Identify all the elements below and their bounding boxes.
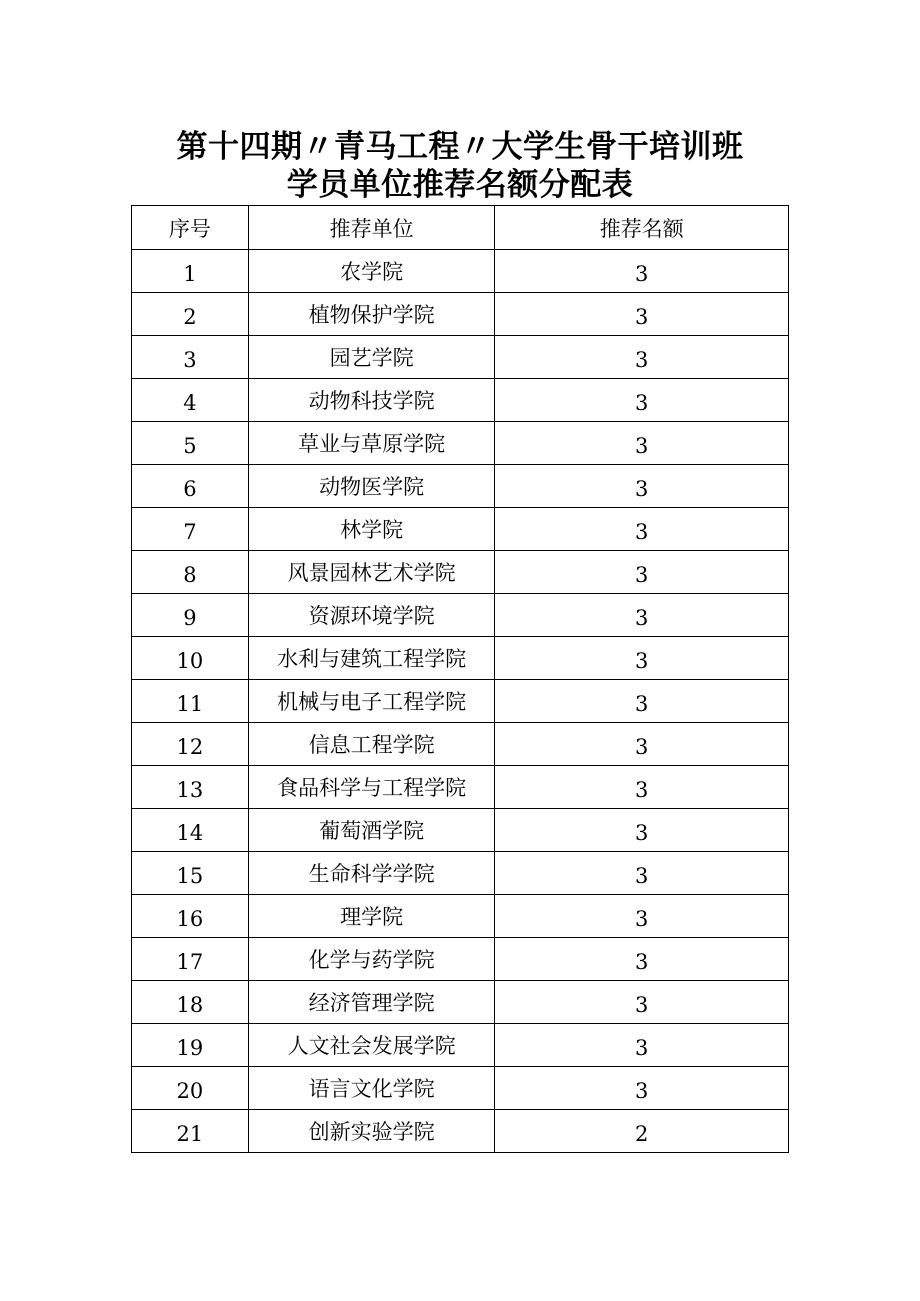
row-number-cell: 17 <box>132 938 249 981</box>
table-row <box>132 250 789 293</box>
row-number-cell: 11 <box>132 680 249 723</box>
table-row <box>132 465 789 508</box>
row-number-cell: 19 <box>132 1024 249 1067</box>
row-number-cell: 4 <box>132 379 249 422</box>
row-number-cell: 2 <box>132 293 249 336</box>
table-row <box>132 551 789 594</box>
row-unit-cell: 语言文化学院 <box>248 1067 495 1110</box>
row-quota-cell: 3 <box>495 809 789 852</box>
table-row <box>132 1110 789 1153</box>
table-row <box>132 594 789 637</box>
row-number-cell: 16 <box>132 895 249 938</box>
row-number-cell: 3 <box>132 336 249 379</box>
row-unit-cell: 生命科学学院 <box>248 852 495 895</box>
table-row <box>132 422 789 465</box>
table-row <box>132 852 789 895</box>
row-number-cell: 20 <box>132 1067 249 1110</box>
row-unit-cell: 经济管理学院 <box>248 981 495 1024</box>
row-quota-cell: 3 <box>495 508 789 551</box>
row-unit-cell: 园艺学院 <box>248 336 495 379</box>
table-row <box>132 981 789 1024</box>
quota-table <box>131 205 789 1153</box>
row-quota-cell: 2 <box>495 1110 789 1153</box>
row-quota-cell: 3 <box>495 852 789 895</box>
row-quota-cell: 3 <box>495 422 789 465</box>
row-number-cell: 13 <box>132 766 249 809</box>
table-header-row <box>132 206 789 250</box>
row-number-cell: 18 <box>132 981 249 1024</box>
row-unit-cell: 动物医学院 <box>248 465 495 508</box>
row-unit-cell: 食品科学与工程学院 <box>248 766 495 809</box>
table-row <box>132 723 789 766</box>
row-unit-cell: 农学院 <box>248 250 495 293</box>
table-row <box>132 680 789 723</box>
row-unit-cell: 林学院 <box>248 508 495 551</box>
row-quota-cell: 3 <box>495 981 789 1024</box>
document-title-line2: 学员单位推荐名额分配表 <box>286 167 634 203</box>
row-unit-cell: 资源环境学院 <box>248 594 495 637</box>
row-unit-cell: 葡萄酒学院 <box>248 809 495 852</box>
row-number-cell: 12 <box>132 723 249 766</box>
table-row <box>132 637 789 680</box>
row-quota-cell: 3 <box>495 637 789 680</box>
row-quota-cell: 3 <box>495 766 789 809</box>
row-number-cell: 10 <box>132 637 249 680</box>
row-number-cell: 8 <box>132 551 249 594</box>
table-row <box>132 895 789 938</box>
row-unit-cell: 机械与电子工程学院 <box>248 680 495 723</box>
row-unit-cell: 人文社会发展学院 <box>248 1024 495 1067</box>
row-number-cell: 5 <box>132 422 249 465</box>
row-unit-cell: 信息工程学院 <box>248 723 495 766</box>
table-row <box>132 809 789 852</box>
row-quota-cell: 3 <box>495 336 789 379</box>
table-row <box>132 293 789 336</box>
header-unit: 推荐单位 <box>248 206 495 250</box>
table-row <box>132 379 789 422</box>
header-number: 序号 <box>132 206 249 250</box>
row-unit-cell: 创新实验学院 <box>248 1110 495 1153</box>
row-quota-cell: 3 <box>495 465 789 508</box>
table-row <box>132 508 789 551</box>
row-quota-cell: 3 <box>495 551 789 594</box>
row-quota-cell: 3 <box>495 895 789 938</box>
table-row <box>132 1067 789 1110</box>
document-title-line1: 第十四期〃青马工程〃大学生骨干培训班 <box>176 129 744 165</box>
row-quota-cell: 3 <box>495 379 789 422</box>
table-row <box>132 1024 789 1067</box>
row-number-cell: 15 <box>132 852 249 895</box>
row-quota-cell: 3 <box>495 938 789 981</box>
header-quota: 推荐名额 <box>495 206 789 250</box>
row-quota-cell: 3 <box>495 680 789 723</box>
row-number-cell: 1 <box>132 250 249 293</box>
row-unit-cell: 植物保护学院 <box>248 293 495 336</box>
row-number-cell: 14 <box>132 809 249 852</box>
row-unit-cell: 水利与建筑工程学院 <box>248 637 495 680</box>
row-number-cell: 9 <box>132 594 249 637</box>
row-number-cell: 7 <box>132 508 249 551</box>
table-row <box>132 938 789 981</box>
table-row <box>132 336 789 379</box>
row-unit-cell: 理学院 <box>248 895 495 938</box>
row-quota-cell: 3 <box>495 293 789 336</box>
row-quota-cell: 3 <box>495 723 789 766</box>
row-number-cell: 6 <box>132 465 249 508</box>
row-number-cell: 21 <box>132 1110 249 1153</box>
row-unit-cell: 草业与草原学院 <box>248 422 495 465</box>
row-unit-cell: 化学与药学院 <box>248 938 495 981</box>
row-quota-cell: 3 <box>495 1024 789 1067</box>
row-unit-cell: 动物科技学院 <box>248 379 495 422</box>
row-quota-cell: 3 <box>495 594 789 637</box>
row-quota-cell: 3 <box>495 250 789 293</box>
table-row <box>132 766 789 809</box>
row-quota-cell: 3 <box>495 1067 789 1110</box>
row-unit-cell: 风景园林艺术学院 <box>248 551 495 594</box>
table-body <box>132 250 789 1153</box>
